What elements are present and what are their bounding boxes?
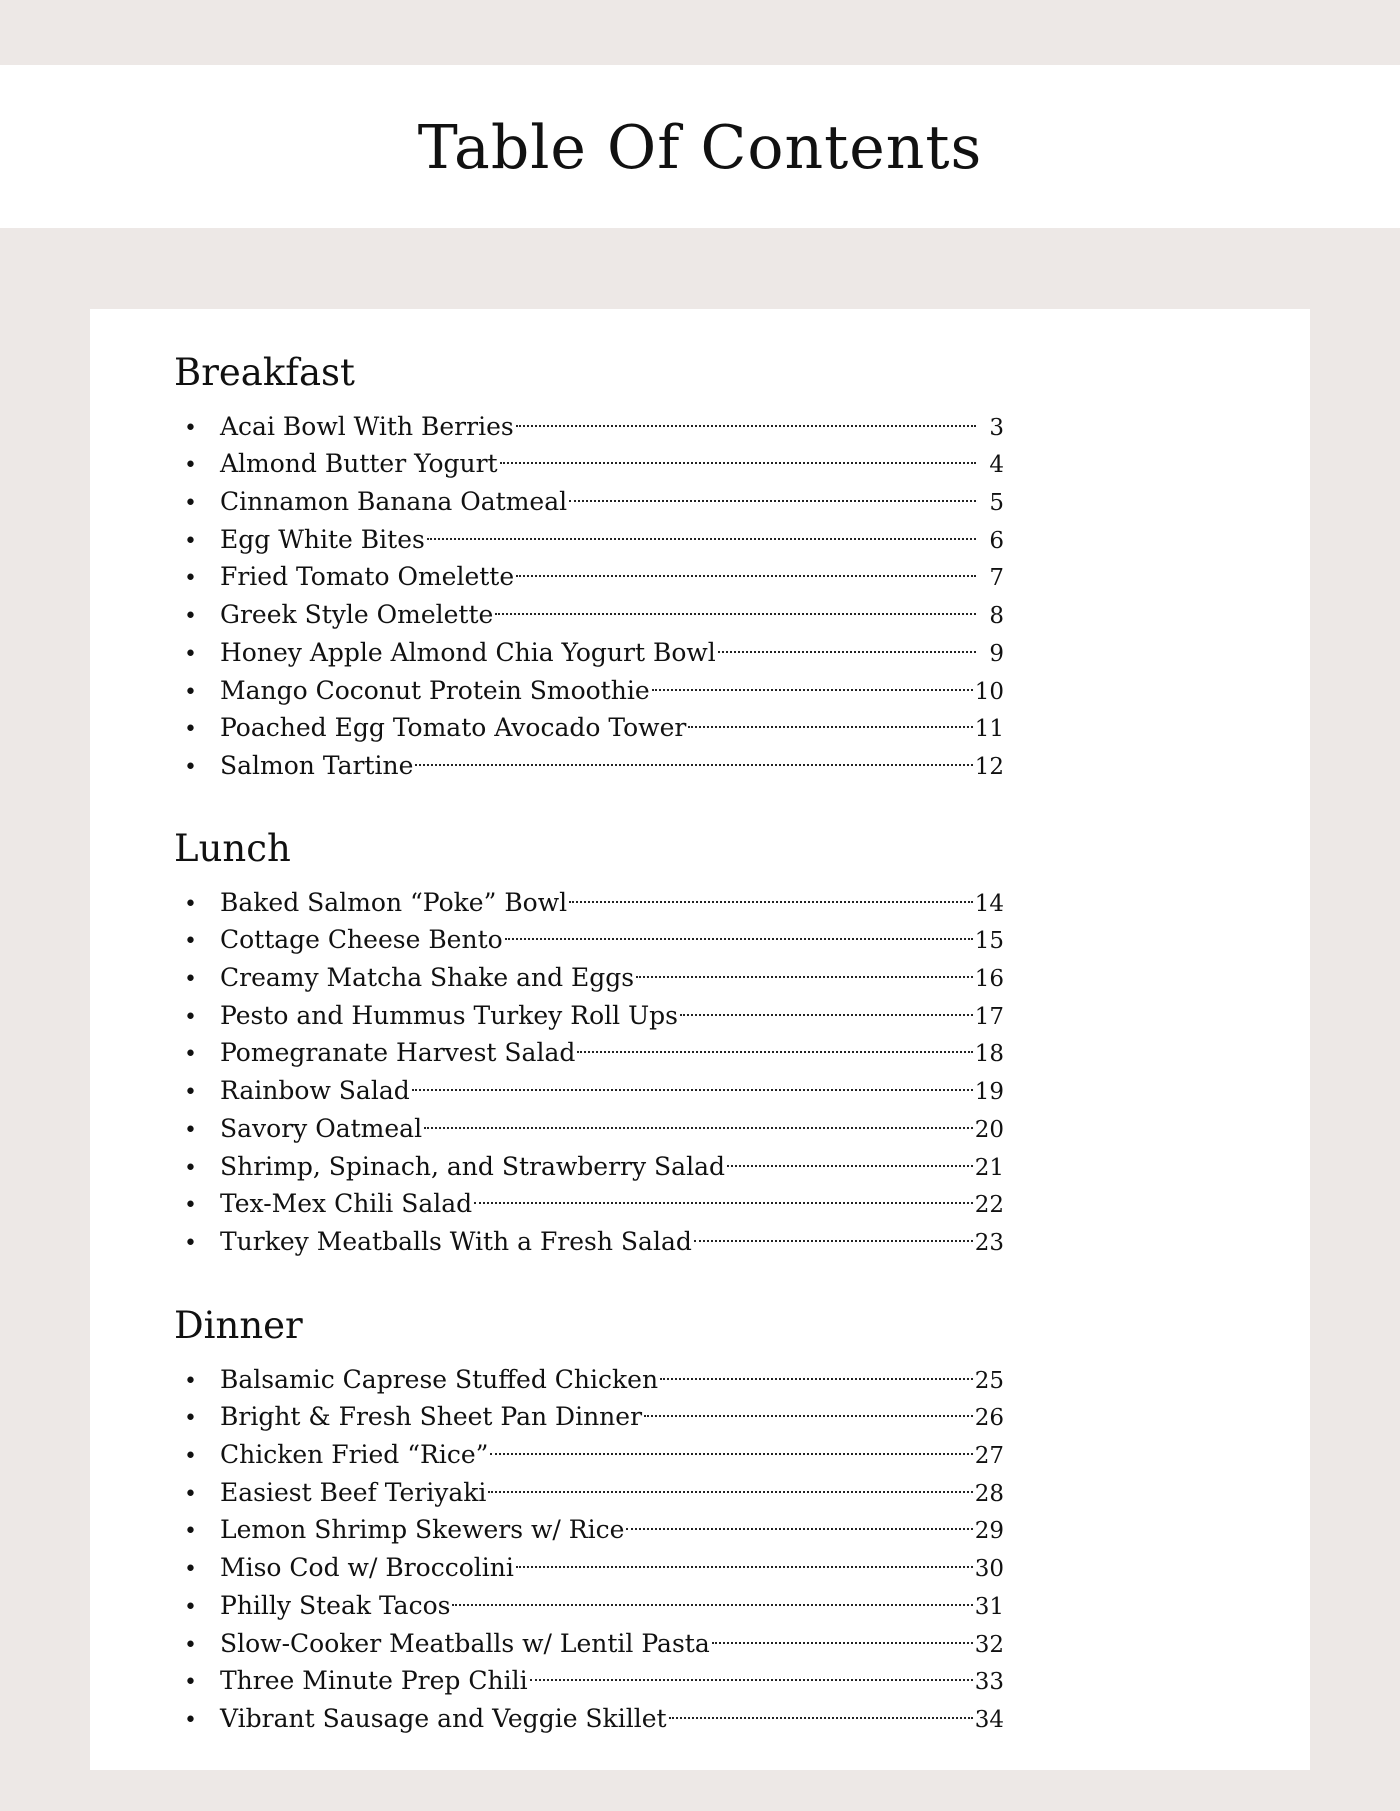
entry-page-number: 3 <box>989 414 1004 441</box>
entry-page-number: 34 <box>974 1706 1004 1733</box>
dot-leader <box>692 1212 975 1250</box>
dot-leader <box>450 1576 974 1614</box>
entry-title: Almond Butter Yogurt <box>220 449 498 479</box>
dot-leader <box>413 736 974 774</box>
entry-page-number: 29 <box>974 1518 1004 1545</box>
entry-title: Vibrant Sausage and Veggie Skillet <box>220 1703 667 1733</box>
bullet-icon: • <box>184 1444 197 1470</box>
bullet-icon: • <box>184 754 197 780</box>
entry-page-number: 10 <box>974 678 1004 705</box>
entry-title: Shrimp, Spinach, and Strawberry Salad <box>220 1151 725 1181</box>
entry-page-number: 18 <box>974 1041 1004 1068</box>
bullet-icon: • <box>184 566 197 592</box>
entry-page-number: 4 <box>989 452 1004 479</box>
bullet-icon: • <box>184 1707 197 1733</box>
toc-entry <box>174 1350 1004 1394</box>
bullet-icon: • <box>184 528 197 554</box>
entry-title: Fried Tomato Omelette <box>220 562 515 592</box>
bullet-icon: • <box>184 641 197 667</box>
entry-page-number: 22 <box>974 1192 1004 1219</box>
entry-page-number: 11 <box>974 716 1004 743</box>
dot-leader <box>498 435 978 473</box>
section-lunch <box>174 825 1004 1256</box>
dot-leader <box>686 699 974 737</box>
dot-leader <box>575 1024 974 1062</box>
dot-leader <box>472 1175 975 1213</box>
entry-page-number: 5 <box>989 490 1004 517</box>
entry-title: Egg White Bites <box>220 524 425 554</box>
bullet-icon: • <box>184 1632 197 1658</box>
dot-leader <box>514 1538 975 1576</box>
entry-title: Poached Egg Tomato Avocado Tower <box>220 713 687 743</box>
bullet-icon: • <box>184 491 197 517</box>
entry-title: Salmon Tartine <box>220 750 414 780</box>
bullet-icon: • <box>184 891 197 917</box>
entry-list <box>174 873 1004 1256</box>
entry-page-number: 26 <box>974 1405 1004 1432</box>
entry-title: Greek Style Omelette <box>220 600 494 630</box>
dot-leader <box>710 1614 975 1652</box>
bullet-icon: • <box>184 1193 197 1219</box>
entry-title: Savory Oatmeal <box>220 1113 423 1143</box>
bullet-icon: • <box>184 1080 197 1106</box>
dot-leader <box>634 948 975 986</box>
entry-title: Honey Apple Almond Chia Yogurt Bowl <box>220 637 716 667</box>
entry-page-number: 20 <box>974 1116 1004 1143</box>
bullet-icon: • <box>184 1368 197 1394</box>
entry-title: Miso Cod w/ Broccolini <box>220 1553 514 1583</box>
bullet-icon: • <box>184 1230 197 1256</box>
dot-leader <box>567 472 978 510</box>
entry-page-number: 33 <box>974 1669 1004 1696</box>
entry-page-number: 21 <box>974 1154 1004 1181</box>
bullet-icon: • <box>184 1042 197 1068</box>
dot-leader <box>514 397 978 435</box>
dot-leader <box>488 1425 974 1463</box>
dot-leader <box>486 1463 974 1501</box>
bullet-icon: • <box>184 967 197 993</box>
dot-leader <box>410 1061 975 1099</box>
entry-page-number: 16 <box>974 966 1004 993</box>
entry-page-number: 32 <box>974 1631 1004 1658</box>
bullet-icon: • <box>184 1557 197 1583</box>
entry-page-number: 17 <box>974 1003 1004 1030</box>
entry-title: Tex-Mex Chili Salad <box>220 1189 473 1219</box>
entry-title: Pomegranate Harvest Salad <box>220 1038 576 1068</box>
bullet-icon: • <box>184 604 197 630</box>
entry-page-number: 19 <box>974 1079 1004 1106</box>
dot-leader <box>650 661 975 699</box>
entry-page-number: 12 <box>974 753 1004 780</box>
bullet-icon: • <box>184 1481 197 1507</box>
entry-title: Rainbow Salad <box>220 1076 410 1106</box>
entry-page-number: 15 <box>974 928 1004 955</box>
dot-leader <box>514 548 978 586</box>
entry-title: Acai Bowl With Berries <box>220 411 514 441</box>
bullet-icon: • <box>184 1004 197 1030</box>
dot-leader <box>725 1137 975 1175</box>
section-heading: Dinner <box>174 1304 303 1347</box>
dot-leader <box>667 1689 975 1727</box>
entry-page-number: 6 <box>989 527 1004 554</box>
dot-leader <box>493 585 978 623</box>
bullet-icon: • <box>184 1670 197 1696</box>
dot-leader <box>422 1099 975 1137</box>
entry-title: Philly Steak Tacos <box>220 1590 451 1620</box>
dot-leader <box>503 911 975 949</box>
entry-page-number: 25 <box>974 1367 1004 1394</box>
entry-page-number: 30 <box>974 1556 1004 1583</box>
dot-leader <box>528 1652 975 1690</box>
section-breakfast <box>174 349 1004 780</box>
entry-list <box>174 1350 1004 1733</box>
dot-leader <box>425 510 978 548</box>
entry-page-number: 14 <box>974 890 1004 917</box>
entry-title: Bright & Fresh Sheet Pan Dinner <box>220 1402 643 1432</box>
dot-leader <box>716 623 978 661</box>
bullet-icon: • <box>184 1117 197 1143</box>
section-heading: Breakfast <box>174 351 355 394</box>
bullet-icon: • <box>184 1594 197 1620</box>
dot-leader <box>678 986 975 1024</box>
entry-title: Pesto and Hummus Turkey Roll Ups <box>220 1000 678 1030</box>
entry-list <box>174 397 1004 780</box>
entry-title: Creamy Matcha Shake and Eggs <box>220 963 635 993</box>
bullet-icon: • <box>184 1406 197 1432</box>
section-dinner <box>174 1302 1004 1733</box>
bullet-icon: • <box>184 929 197 955</box>
contents-card <box>90 309 1310 1770</box>
bullet-icon: • <box>184 679 197 705</box>
entry-title: Chicken Fried “Rice” <box>220 1440 489 1470</box>
section-heading: Lunch <box>174 827 291 870</box>
entry-title: Cinnamon Banana Oatmeal <box>220 487 568 517</box>
page-title: Table Of Contents <box>417 113 983 183</box>
entry-title: Slow-Cooker Meatballs w/ Lentil Pasta <box>220 1628 710 1658</box>
entry-title: Turkey Meatballs With a Fresh Salad <box>220 1226 692 1256</box>
entry-page-number: 7 <box>989 565 1004 592</box>
dot-leader <box>567 873 975 911</box>
entry-page-number: 28 <box>974 1480 1004 1507</box>
entry-page-number: 31 <box>974 1593 1004 1620</box>
bullet-icon: • <box>184 1155 197 1181</box>
entry-title: Mango Coconut Protein Smoothie <box>220 675 650 705</box>
toc-entry <box>174 397 1004 441</box>
bullet-icon: • <box>184 453 197 479</box>
entry-page-number: 8 <box>989 603 1004 630</box>
entry-title: Cottage Cheese Bento <box>220 925 503 955</box>
entry-page-number: 23 <box>974 1229 1004 1256</box>
entry-title: Balsamic Caprese Stuffed Chicken <box>220 1364 659 1394</box>
entry-title: Lemon Shrimp Skewers w/ Rice <box>220 1515 625 1545</box>
dot-leader <box>642 1388 975 1426</box>
dot-leader <box>624 1501 974 1539</box>
entry-page-number: 27 <box>974 1443 1004 1470</box>
dot-leader <box>658 1350 975 1388</box>
entry-title: Three Minute Prep Chili <box>220 1666 528 1696</box>
entry-title: Baked Salmon “Poke” Bowl <box>220 887 568 917</box>
bullet-icon: • <box>184 1519 197 1545</box>
entry-title: Easiest Beef Teriyaki <box>220 1477 487 1507</box>
toc-entry <box>174 873 1004 917</box>
entry-page-number: 9 <box>989 640 1004 667</box>
bullet-icon: • <box>184 415 197 441</box>
bullet-icon: • <box>184 717 197 743</box>
